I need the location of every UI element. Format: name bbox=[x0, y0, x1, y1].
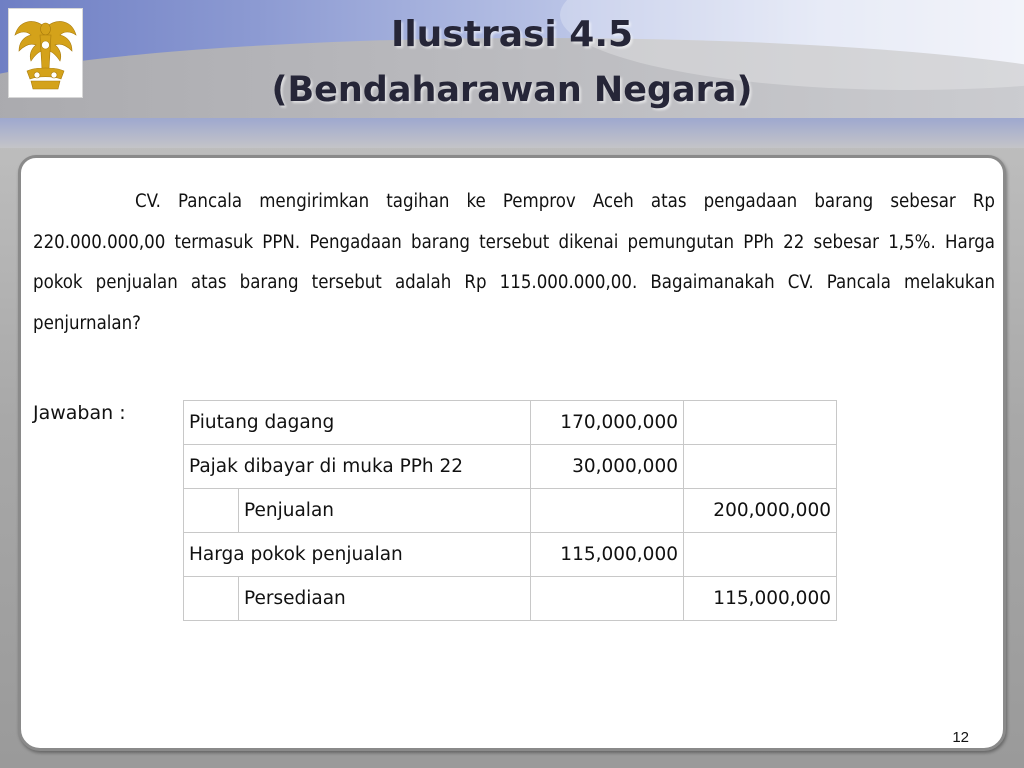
table-row bbox=[184, 489, 837, 533]
debit-cell bbox=[531, 577, 684, 621]
account-cell: Pajak dibayar di muka PPh 22 bbox=[184, 445, 531, 489]
slide-title: Ilustrasi 4.5 bbox=[390, 14, 634, 55]
credit-cell: 115,000,000 bbox=[684, 577, 837, 621]
credit-cell bbox=[684, 533, 837, 577]
table-row bbox=[184, 577, 837, 621]
table-row bbox=[184, 401, 837, 445]
table-row bbox=[184, 445, 837, 489]
answer-label: Jawaban : bbox=[33, 402, 126, 424]
content-panel bbox=[18, 155, 1006, 751]
slide-subtitle: (Bendaharawan Negara) bbox=[271, 70, 753, 110]
debit-cell: 170,000,000 bbox=[531, 401, 684, 445]
table-row bbox=[184, 533, 837, 577]
account-cell: Harga pokok penjualan bbox=[184, 533, 531, 577]
header-band bbox=[0, 118, 1024, 148]
debit-cell: 30,000,000 bbox=[531, 445, 684, 489]
account-cell: Persediaan bbox=[239, 577, 531, 621]
indent-cell bbox=[184, 577, 239, 621]
page-number: 12 bbox=[952, 729, 969, 746]
problem-paragraph: CV. Pancala mengirimkan tagihan ke Pemprov Aceh atas pengadaan barang sebesar Rp 220.000.000,00 termasuk PPN. Pengadaan barang tersebut dikenai pemungutan PPh 22 sebesar 1,5%. Harga pokok penjualan atas barang tersebut adalah Rp 115.000.000,00. Bagaimanakah CV. Pancala melakukan penjurnalan? bbox=[33, 191, 995, 334]
indent-cell bbox=[184, 489, 239, 533]
credit-cell bbox=[684, 445, 837, 489]
credit-cell bbox=[684, 401, 837, 445]
account-cell: Piutang dagang bbox=[184, 401, 531, 445]
credit-cell: 200,000,000 bbox=[684, 489, 837, 533]
journal-table bbox=[183, 400, 837, 621]
debit-cell bbox=[531, 489, 684, 533]
account-cell: Penjualan bbox=[239, 489, 531, 533]
debit-cell: 115,000,000 bbox=[531, 533, 684, 577]
